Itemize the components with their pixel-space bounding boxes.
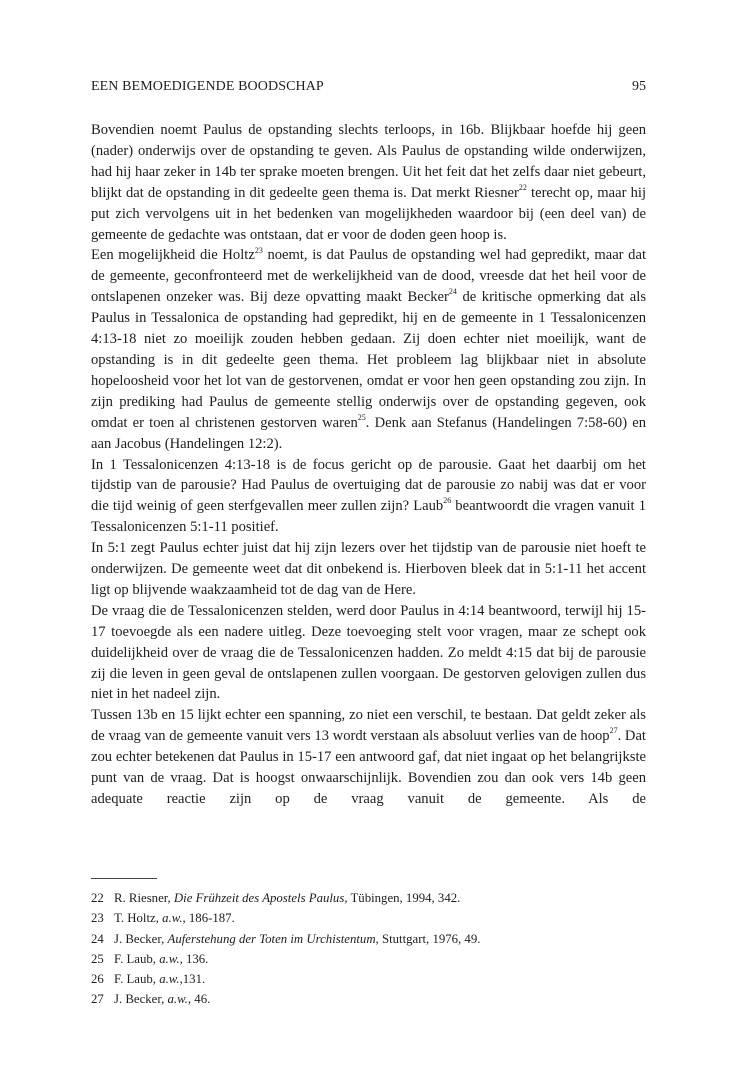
- text-run: de kritische opmerking dat als Paulus in Tessalonica de opstanding had gepredikt, hij en de gemeente in 1 Tessalonicenzen 4:13-18 niet zo moeilijk zouden hebben gedaan. Zij doen echter niet moeilijk, want de opstanding is in dit gedeelte geen thema. Het probleem lag blijkbaar niet in absolute hopeloosheid voor het lot van de gestorvenen, omdat er voor hen geen opstanding zou zijn. In zijn prediking had Paulus de gemeente stellig onderwijs over de opstanding gegeven, ook omdat er toen al christenen gestorven waren: [91, 289, 646, 431]
- footnote: [91, 908, 646, 928]
- text-run: Een mogelijkheid die Holtz: [91, 247, 255, 264]
- footnote-text: [114, 929, 480, 949]
- text-run: De vraag die de Tessalonicenzen stelden, werd door Paulus in 4:14 beantwoord, terwijl hij 15-17 toevoegde als een nadere uitleg. Deze toevoeging stelt voor vragen, maar ze schept ook duidelijkheid over de vraag die de Tessalonicenzen hadden. Zo meldt 4:15 dat bij de parousie zij die leven in geen geval de ontslapenen zullen voorgaan. De gestorven gelovigen zullen dus niet in het nadeel zijn.: [91, 602, 646, 703]
- footnote-rule: [91, 878, 157, 879]
- paragraph: [91, 538, 646, 601]
- page-number: 95: [632, 79, 646, 94]
- italic-title: Die Frühzeit des Apostels Paulus: [173, 891, 345, 905]
- footnote-number: 26: [91, 972, 104, 987]
- body-text: [91, 120, 646, 810]
- footnote: [91, 969, 646, 989]
- italic-title: a.w.: [162, 911, 183, 926]
- text-run: F. Laub,: [114, 951, 160, 966]
- footnote: [91, 989, 646, 1009]
- italic-title: Auferstehung der Toten im Urchistentum,: [167, 931, 379, 946]
- text-run: , 186-187.: [182, 911, 235, 926]
- footnote: [91, 949, 646, 969]
- footnote-reference: 24: [448, 287, 457, 297]
- paragraph: [91, 705, 646, 810]
- text-run: ,131.: [179, 972, 206, 987]
- text-run: terecht op, maar hij put zich vervolgens uit in het bedenken van mogelijkheden waardoor bij (een deel van) de gemeente de gedachte was ontstaan, dat er voor de doden geen hoop is.: [91, 184, 646, 243]
- italic-title: a.w.: [159, 972, 180, 987]
- text-run: , 136.: [179, 951, 209, 966]
- footnote-number: 25: [91, 951, 104, 966]
- text-run: In 1 Tessalonicenzen 4:13-18 is de focus gericht op de parousie. Gaat het daarbij om het tijdstip van de parousie? Had Paulus de overtuiging dat de parousie zo nabij was dat er voor die tijd weinig of geen sterfgevallen meer zullen zijn? Laub: [91, 456, 646, 515]
- text-run: F. Laub,: [114, 972, 160, 987]
- footnote-text: [114, 969, 205, 989]
- paragraph: [91, 601, 646, 706]
- text-run: beantwoordt die vragen vanuit 1 Tessalonicenzen 5:1-11 positief.: [91, 498, 646, 536]
- footnote-reference: 22: [518, 182, 527, 192]
- footnote-text: [114, 888, 460, 908]
- text-run: , Tübingen, 1994, 342.: [344, 891, 461, 905]
- text-run: R. Riesner,: [114, 891, 174, 905]
- text-run: . Dat zou echter betekenen dat Paulus in 15-17 een antwoord gaf, dat niet ingaat op het belangrijkste punt van de vraag. Dat is hoogst onwaarschijnlijk. Bovendien zou dan ook vers 14b geen adequate reactie zijn op de vraag vanuit de gemeente. Als de: [91, 728, 646, 807]
- footnote-number: 24: [91, 931, 104, 946]
- footnote-text: [114, 989, 210, 1009]
- text-run: . Denk aan Stefanus (Handelingen 7:58-60) en aan Jacobus (Handelingen 12:2).: [91, 414, 646, 452]
- text-run: J. Becker,: [114, 992, 168, 1007]
- paragraph: [91, 120, 646, 245]
- paragraph: [91, 245, 646, 454]
- text-run: Bovendien noemt Paulus de opstanding slechts terloops, in 16b. Blijkbaar hoefde hij geen (nader) onderwijs over de opstanding te geven. Als Paulus de opstanding wilde onderwijzen, had hij haar zeker in 14b ter sprake moeten brengen. Uit het feit dat het zelfs daar niet gebeurt, blijkt dat de opstanding in dit gedeelte geen thema is. Dat merkt Riesner: [91, 122, 646, 201]
- footnotes: [91, 888, 646, 1010]
- text-run: J. Becker,: [114, 931, 168, 946]
- paragraph: [91, 455, 646, 539]
- text-run: , 46.: [187, 992, 211, 1007]
- footnote: [91, 929, 646, 949]
- footnote: [91, 888, 646, 908]
- footnote-reference: 23: [254, 245, 263, 255]
- footnote-text: [114, 949, 208, 969]
- footnote-text: [114, 908, 235, 928]
- footnote-reference: 25: [357, 412, 366, 422]
- text-run: noemt, is dat Paulus de opstanding wel had gepredikt, maar dat de gemeente, geconfronteerd met de werkelijkheid van de dood, vreesde dat het heil voor de ontslapenen onzeker was. Bij deze opvatting maakt Becker: [91, 247, 646, 306]
- italic-title: a.w.: [159, 951, 180, 966]
- text-run: In 5:1 zegt Paulus echter juist dat hij zijn lezers over het tijdstip van de parousie niet hoeft te onderwijzen. De gemeente weet dat dit onbekend is. Hierboven bleek dat in 5:1-11 het accent ligt op blijvende waakzaamheid tot de dag van de Here.: [91, 540, 646, 598]
- footnote-reference: 26: [443, 496, 452, 506]
- footnote-reference: 27: [609, 726, 618, 736]
- footnote-number: 23: [91, 911, 104, 926]
- footnote-number: 22: [91, 891, 104, 905]
- footnote-number: 27: [91, 992, 104, 1007]
- running-title: EEN BEMOEDIGENDE BOODSCHAP: [91, 79, 324, 94]
- text-run: T. Holtz,: [114, 911, 163, 926]
- text-run: Tussen 13b en 15 lijkt echter een spanning, zo niet een verschil, te bestaan. Dat geldt zeker als de vraag van de gemeente vanuit vers 13 wordt verstaan als absoluut verlies van de hoop: [91, 707, 646, 745]
- text-run: Stuttgart, 1976, 49.: [378, 931, 481, 946]
- italic-title: a.w.: [167, 992, 188, 1007]
